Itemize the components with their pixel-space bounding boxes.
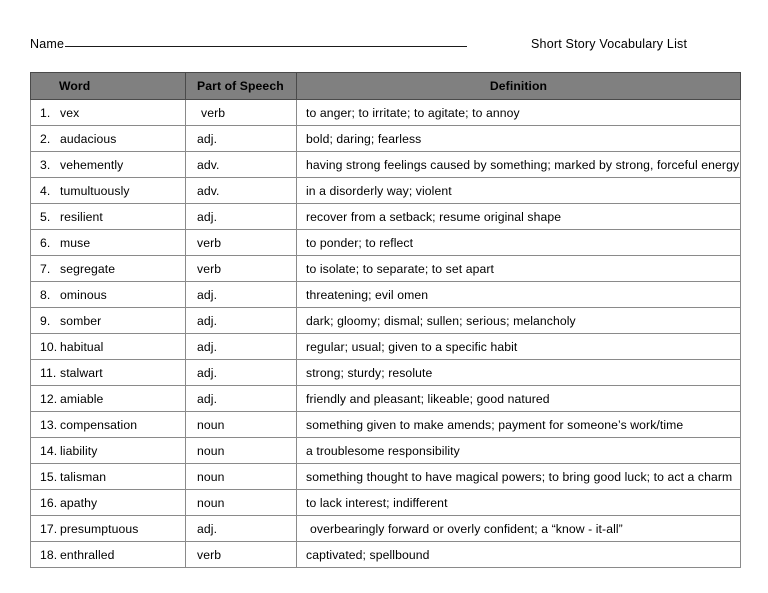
page-header [30, 36, 740, 58]
cell-part-of-speech: adj. [186, 516, 297, 542]
cell-word [31, 490, 186, 516]
row-number: 1. [40, 105, 51, 120]
cell-part-of-speech: adj. [186, 204, 297, 230]
vocabulary-table-container [30, 72, 740, 568]
page-title: Short Story Vocabulary List [531, 37, 688, 51]
column-header-part-of-speech: Part of Speech [186, 73, 297, 100]
vocabulary-word: muse [60, 235, 91, 250]
table-row [31, 490, 741, 516]
table-row [31, 152, 741, 178]
table-row [31, 126, 741, 152]
name-label: Name [30, 37, 65, 51]
cell-definition: to anger; to irritate; to agitate; to annoy [297, 100, 741, 126]
vocabulary-table [30, 72, 741, 568]
cell-word [31, 100, 186, 126]
cell-definition: dark; gloomy; dismal; sullen; serious; melancholy [297, 308, 741, 334]
vocabulary-word: compensation [60, 417, 138, 432]
table-row [31, 360, 741, 386]
row-number: 18. [40, 547, 58, 562]
table-row [31, 178, 741, 204]
cell-word [31, 152, 186, 178]
row-number: 10. [40, 339, 58, 354]
cell-part-of-speech: adj. [186, 360, 297, 386]
row-number: 16. [40, 495, 58, 510]
row-number: 6. [40, 235, 51, 250]
cell-part-of-speech: verb [186, 542, 297, 568]
cell-definition: to ponder; to reflect [297, 230, 741, 256]
name-write-in-line[interactable] [65, 46, 467, 47]
cell-word [31, 412, 186, 438]
cell-word [31, 360, 186, 386]
row-number: 2. [40, 131, 51, 146]
table-row [31, 464, 741, 490]
vocabulary-word: segregate [60, 261, 116, 276]
table-row [31, 412, 741, 438]
row-number: 8. [40, 287, 51, 302]
vocabulary-word: habitual [60, 339, 104, 354]
row-number: 13. [40, 417, 58, 432]
cell-definition: in a disorderly way; violent [297, 178, 741, 204]
cell-part-of-speech: adj. [186, 126, 297, 152]
cell-definition: threatening; evil omen [297, 282, 741, 308]
table-row [31, 334, 741, 360]
table-header-row [31, 73, 741, 100]
cell-definition: to lack interest; indifferent [297, 490, 741, 516]
table-row [31, 100, 741, 126]
row-number: 4. [40, 183, 51, 198]
vocabulary-word: apathy [60, 495, 98, 510]
vocabulary-word: resilient [60, 209, 103, 224]
cell-word [31, 334, 186, 360]
cell-part-of-speech: noun [186, 490, 297, 516]
table-row [31, 542, 741, 568]
table-row [31, 282, 741, 308]
row-number: 7. [40, 261, 51, 276]
cell-word [31, 126, 186, 152]
vocabulary-word: vehemently [60, 157, 124, 172]
cell-part-of-speech: verb [186, 230, 297, 256]
row-number: 3. [40, 157, 51, 172]
table-row [31, 256, 741, 282]
vocabulary-word: ominous [60, 287, 107, 302]
column-header-word: Word [31, 73, 186, 100]
cell-definition: something thought to have magical powers; to bring good luck; to act a charm [297, 464, 741, 490]
vocabulary-word: audacious [60, 131, 117, 146]
cell-part-of-speech: verb [186, 256, 297, 282]
cell-part-of-speech: verb [186, 100, 297, 126]
cell-word [31, 178, 186, 204]
vocabulary-word: vex [60, 105, 80, 120]
cell-part-of-speech: adv. [186, 178, 297, 204]
vocabulary-word: amiable [60, 391, 104, 406]
cell-word [31, 516, 186, 542]
cell-part-of-speech: adj. [186, 308, 297, 334]
table-header [31, 73, 741, 100]
cell-definition: regular; usual; given to a specific habit [297, 334, 741, 360]
row-number: 5. [40, 209, 51, 224]
cell-word [31, 386, 186, 412]
cell-word [31, 256, 186, 282]
vocabulary-word: stalwart [60, 365, 103, 380]
cell-part-of-speech: adv. [186, 152, 297, 178]
row-number: 15. [40, 469, 58, 484]
table-row [31, 230, 741, 256]
cell-word [31, 282, 186, 308]
cell-part-of-speech: noun [186, 438, 297, 464]
cell-definition: something given to make amends; payment for someone’s work/time [297, 412, 741, 438]
cell-definition: to isolate; to separate; to set apart [297, 256, 741, 282]
cell-part-of-speech: adj. [186, 334, 297, 360]
cell-part-of-speech: adj. [186, 386, 297, 412]
vocabulary-word: liability [60, 443, 98, 458]
vocabulary-word: talisman [60, 469, 107, 484]
cell-definition: recover from a setback; resume original shape [297, 204, 741, 230]
cell-word [31, 204, 186, 230]
cell-part-of-speech: noun [186, 464, 297, 490]
vocabulary-word: somber [60, 313, 102, 328]
table-body [31, 100, 741, 568]
cell-part-of-speech: adj. [186, 282, 297, 308]
cell-definition: having strong feelings caused by something; marked by strong, forceful energy [297, 152, 741, 178]
cell-word [31, 230, 186, 256]
cell-word [31, 464, 186, 490]
table-row [31, 516, 741, 542]
table-row [31, 204, 741, 230]
row-number: 11. [40, 365, 57, 380]
table-row [31, 438, 741, 464]
vocabulary-word: enthralled [60, 547, 115, 562]
row-number: 9. [40, 313, 51, 328]
cell-word [31, 438, 186, 464]
cell-definition: a troublesome responsibility [297, 438, 741, 464]
name-field-block [30, 36, 467, 52]
cell-word [31, 308, 186, 334]
column-header-definition: Definition [297, 73, 741, 100]
cell-definition: captivated; spellbound [297, 542, 741, 568]
row-number: 17. [40, 521, 58, 536]
vocabulary-word: tumultuously [60, 183, 130, 198]
cell-definition: friendly and pleasant; likeable; good natured [297, 386, 741, 412]
cell-definition: strong; sturdy; resolute [297, 360, 741, 386]
row-number: 12. [40, 391, 58, 406]
table-row [31, 386, 741, 412]
cell-word [31, 542, 186, 568]
cell-part-of-speech: noun [186, 412, 297, 438]
cell-definition: bold; daring; fearless [297, 126, 741, 152]
cell-definition: overbearingly forward or overly confident; a “know - it-all” [297, 516, 741, 542]
row-number: 14. [40, 443, 58, 458]
vocabulary-word: presumptuous [60, 521, 139, 536]
table-row [31, 308, 741, 334]
